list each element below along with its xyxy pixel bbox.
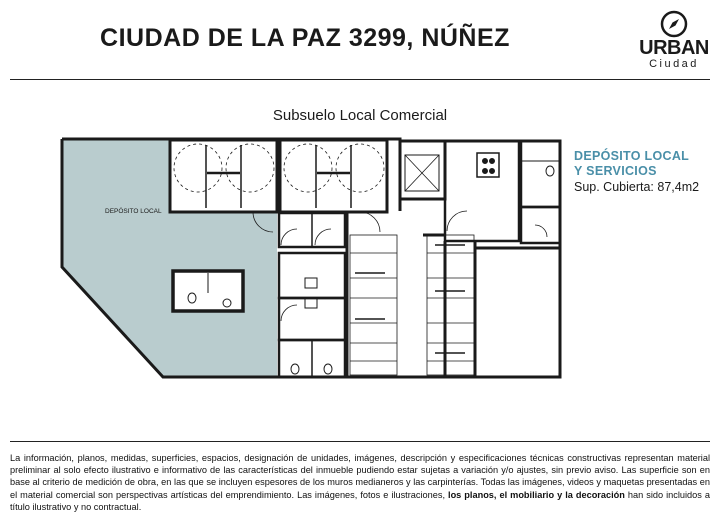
stall-column-right	[427, 235, 474, 375]
disclaimer-bold: los planos, el mobiliario y la decoración	[448, 489, 625, 500]
plan-subtitle: Subsuelo Local Comercial	[272, 107, 448, 124]
page-title: CIUDAD DE LA PAZ 3299, NÚÑEZ	[100, 24, 510, 52]
logo-subtitle: Ciudad	[649, 58, 699, 70]
restroom-top-right	[521, 141, 560, 243]
floor-plan	[55, 133, 565, 383]
restroom-column	[279, 213, 345, 377]
disclaimer-end: han sido incluidos a título ilustrativo y no contractual.	[10, 489, 710, 512]
info-area: Sup. Cubierta: 87,4m2	[574, 180, 700, 194]
stairwell-right	[280, 140, 387, 212]
info-title-line1: DEPÓSITO LOCAL	[574, 149, 690, 163]
elevator	[400, 141, 445, 199]
service-room	[445, 141, 519, 241]
logo-wordmark: URBAN	[639, 37, 709, 59]
stall-column-left	[350, 235, 397, 375]
info-title-line2: Y SERVICIOS	[574, 164, 657, 178]
disclaimer	[10, 452, 710, 513]
brand-logo	[636, 10, 712, 70]
info-panel	[574, 149, 699, 195]
disclaimer-main: La información, planos, medidas, superficies, espacios, designación de unidades, imágenes, descripción y especificaciones técnicas constructivas representan material preliminar al solo efecto ilustrativo e informativo de las características del inmueble pudiendo estar sujetas a variación y/o ajustes, sin previo aviso. Las superficie son en base al criterio de medición de obra, en las que se incluyen espesores de los muros medianeros y las carpinterías. Todas las imágenes, videos y maquetas presentadas en el material comercial son perspectivas artísticas del emprendimiento. Las imágenes, fotos e ilustraciones,	[10, 453, 710, 500]
deposit-label: DEPÓSITO LOCAL	[105, 208, 162, 215]
stairwell-left	[170, 140, 277, 212]
footer-divider	[10, 441, 710, 442]
deposit-restroom	[173, 271, 243, 311]
header-divider	[10, 79, 710, 80]
compass-icon	[660, 10, 688, 38]
